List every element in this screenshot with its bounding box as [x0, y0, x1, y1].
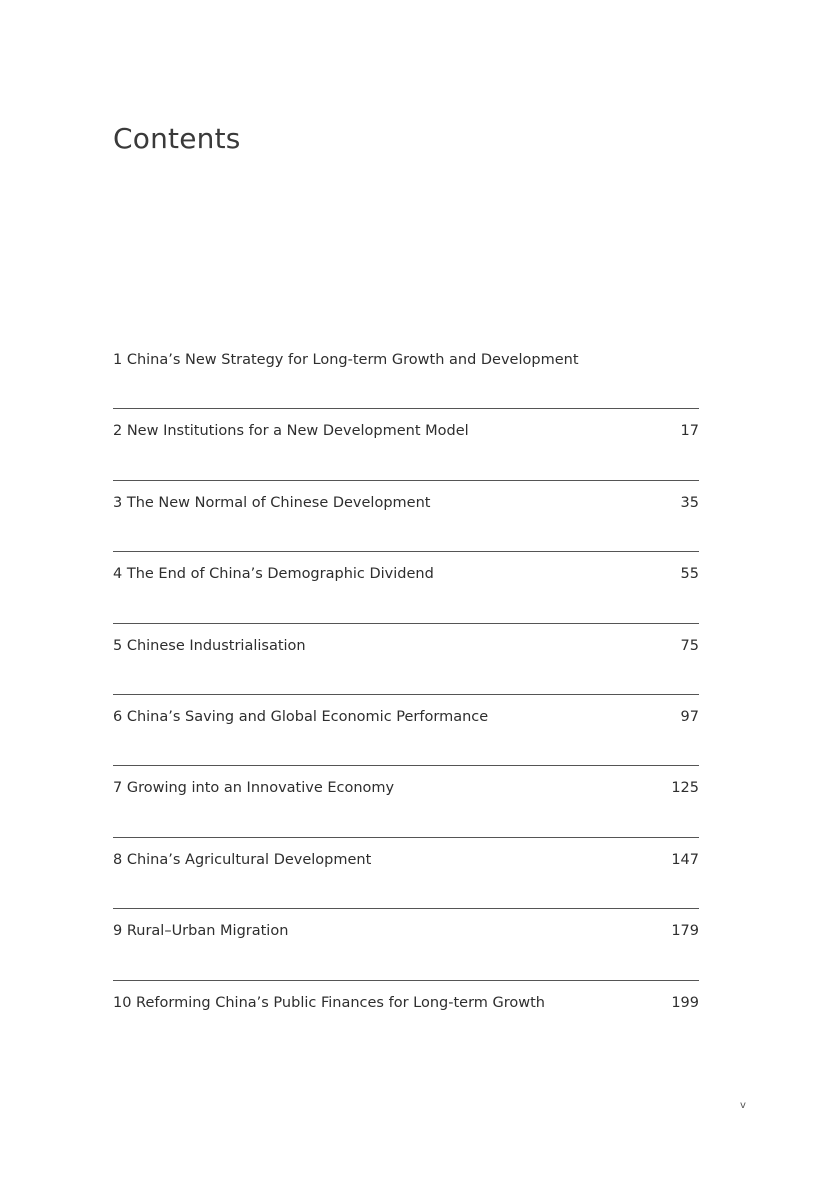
chapter-page-number: 17: [680, 423, 699, 440]
divider: [113, 980, 699, 981]
divider: [113, 551, 699, 552]
toc-entry[interactable]: [113, 707, 699, 727]
toc-entry[interactable]: [113, 850, 699, 870]
divider: [113, 480, 699, 481]
chapter-title: 7 Growing into an Innovative Economy: [113, 780, 395, 797]
toc-entry[interactable]: [113, 350, 699, 370]
chapter-title: 10 Reforming China’s Public Finances for Long-term Growth: [113, 994, 545, 1011]
toc-entry[interactable]: [113, 921, 699, 941]
chapter-title: 2 New Institutions for a New Development Model: [113, 423, 469, 440]
toc-entry[interactable]: [113, 493, 699, 513]
toc-entry[interactable]: [113, 636, 699, 656]
divider: [113, 408, 699, 409]
chapter-page-number: 179: [671, 923, 699, 940]
chapter-title: 5 Chinese Industrialisation: [113, 637, 306, 654]
chapter-page-number: 147: [671, 851, 699, 868]
chapter-title: 1 China’s New Strategy for Long-term Growth and Development: [113, 352, 579, 368]
toc-entry[interactable]: [113, 421, 699, 441]
toc-entry[interactable]: [113, 564, 699, 584]
chapter-page-number: 55: [680, 566, 699, 583]
chapter-title: 3 The New Normal of Chinese Development: [113, 494, 431, 511]
chapter-title: 4 The End of China’s Demographic Dividend: [113, 566, 434, 583]
chapter-page-number: 125: [671, 780, 699, 797]
chapter-page-number: 199: [671, 994, 699, 1011]
chapter-title: 8 China’s Agricultural Development: [113, 851, 372, 868]
divider: [113, 765, 699, 766]
divider: [113, 837, 699, 838]
chapter-page-number: 97: [680, 709, 699, 725]
toc-entry[interactable]: [113, 778, 699, 798]
chapter-page-number: 35: [680, 494, 699, 511]
toc-entry[interactable]: [113, 993, 699, 1013]
page-title: Contents: [113, 122, 241, 155]
chapter-title: 6 China’s Saving and Global Economic Performance: [113, 709, 489, 725]
chapter-title: 9 Rural–Urban Migration: [113, 923, 289, 940]
divider: [113, 908, 699, 909]
page-number: v: [740, 1100, 746, 1111]
divider: [113, 623, 699, 624]
divider: [113, 694, 699, 695]
chapter-page-number: 75: [680, 637, 699, 654]
